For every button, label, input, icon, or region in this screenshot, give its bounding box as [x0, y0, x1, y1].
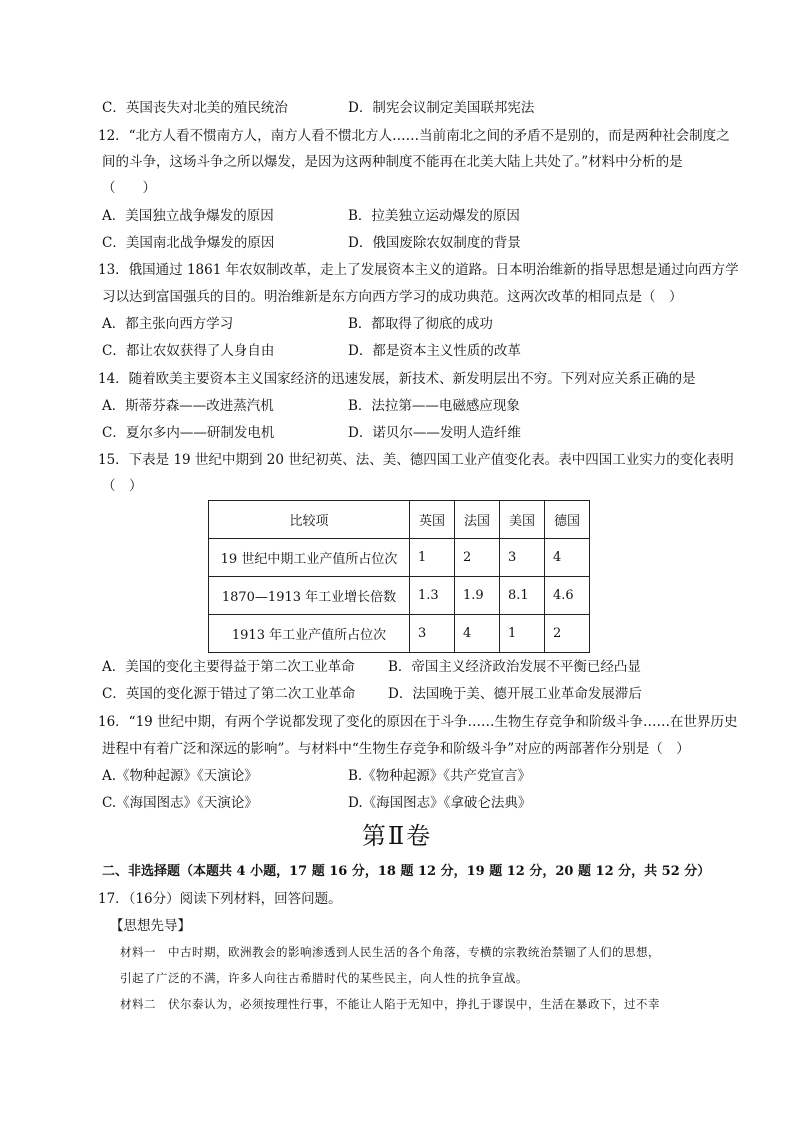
q16-option-c[interactable]: C.《海国图志》《天演论》 — [102, 795, 258, 811]
table-cell: 1 — [410, 539, 455, 577]
q16-options-cd — [102, 793, 722, 813]
table-cell: 1.3 — [410, 577, 455, 615]
table-header-cell: 英国 — [410, 501, 455, 539]
table-row — [209, 577, 590, 615]
q12-answer-blank: （ ） — [102, 180, 156, 196]
q16-stem-line1: 16．“19 世纪中期，有两个学说都发现了变化的原因在于斗争……生物生存竞争和阶级斗争……在世界历史 — [98, 714, 738, 730]
part-two-title: 第Ⅱ卷 — [361, 822, 433, 850]
q16-option-a[interactable]: A.《物种起源》《天演论》 — [102, 768, 258, 784]
q16-options-ab — [102, 766, 722, 786]
q17-material2-line1: 材料二 伏尔泰认为，必须按理性行事，不能让人陷于无知中，挣扎于谬误中，生活在暴政下，过不幸 — [120, 997, 660, 1011]
section-heading: 二、非选择题（本题共 4 小题，17 题 16 分，18 题 12 分，19 题 12 分，20 题 12 分，共 52 分） — [102, 864, 711, 879]
q14-options-cd — [102, 423, 722, 443]
table-cell: 8.1 — [500, 577, 545, 615]
q13-options-cd — [102, 341, 722, 361]
q14-option-c[interactable]: C．夏尔多内——研制发电机 — [102, 425, 275, 441]
q12-option-a[interactable]: A．美国独立战争爆发的原因 — [102, 208, 274, 224]
q13-option-b[interactable]: B．都取得了彻底的成功 — [348, 316, 493, 332]
q16-option-d[interactable]: D.《海国图志》《拿破仑法典》 — [348, 795, 532, 811]
q17-material1-line1: 材料一 中古时期，欧洲教会的影响渗透到人民生活的各个角落，专横的宗教统治禁锢了人们的思想， — [120, 945, 660, 959]
q15-option-b[interactable]: B．帝国主义经济政治发展不平衡已经凸显 — [388, 659, 641, 675]
q13-stem-line1: 13．俄国通过 1861 年农奴制改革，走上了发展资本主义的道路。日本明治维新的指导思想是通过向西方学 — [98, 262, 739, 278]
q12-options-ab — [102, 206, 722, 226]
q15-options-cd — [102, 684, 722, 704]
q13-option-d[interactable]: D．都是资本主义性质的改革 — [348, 343, 521, 359]
q15-option-c[interactable]: C．英国的变化源于错过了第二次工业革命 — [102, 686, 356, 702]
q13-option-a[interactable]: A．都主张向西方学习 — [102, 316, 234, 332]
q13-stem-line2: 习以达到富国强兵的目的。明治维新是东方向西方学习的成功典范。这两次改革的相同点是（ ） — [102, 289, 683, 305]
table-cell: 4 — [455, 615, 500, 653]
q12-option-c[interactable]: C．美国南北战争爆发的原因 — [102, 235, 275, 251]
q11-option-d[interactable]: D．制宪会议制定美国联邦宪法 — [348, 100, 535, 116]
table-header-row — [209, 501, 590, 539]
table-row — [209, 615, 590, 653]
q12-stem-line2: 间的斗争，这场斗争之所以爆发，是因为这两种制度不能再在北美大陆上共处了。”材料中分析的是 — [102, 154, 683, 170]
table-cell: 2 — [455, 539, 500, 577]
table-cell: 4.6 — [545, 577, 590, 615]
q14-options-ab — [102, 396, 722, 416]
q12-option-b[interactable]: B．拉美独立运动爆发的原因 — [348, 208, 520, 224]
q15-option-a[interactable]: A．美国的变化主要得益于第二次工业革命 — [102, 659, 355, 675]
table-cell: 1 — [500, 615, 545, 653]
table-cell: 3 — [500, 539, 545, 577]
q12-option-d[interactable]: D．俄国废除农奴制度的背景 — [348, 235, 521, 251]
q12-stem-line1: 12．“北方人看不惯南方人，南方人看不惯北方人……当前南北之间的矛盾不是别的，而是两种社会制度之 — [98, 128, 730, 144]
q15-option-d[interactable]: D．法国晚于美、德开展工业革命发展滞后 — [388, 686, 642, 702]
q13-option-c[interactable]: C．都让农奴获得了人身自由 — [102, 343, 275, 359]
q14-stem-line1: 14．随着欧美主要资本主义国家经济的迅速发展，新技术、新发明层出不穷。下列对应关系正确的是 — [98, 371, 696, 387]
table-cell: 1.9 — [455, 577, 500, 615]
table-cell: 19 世纪中期工业产值所占位次 — [209, 539, 410, 577]
q16-stem-line2: 进程中有着广泛和深远的影响”。与材料中“生物生存竞争和阶级斗争”对应的两部著作分别是（ ） — [102, 741, 690, 757]
table-cell: 3 — [410, 615, 455, 653]
industry-comparison-table — [208, 500, 590, 653]
q14-option-b[interactable]: B．法拉第——电磁感应现象 — [348, 398, 520, 414]
q16-option-b[interactable]: B.《物种起源》《共产党宣言》 — [348, 768, 531, 784]
q15-stem-line1: 15．下表是 19 世纪中期到 20 世纪初英、法、美、德四国工业产值变化表。表中四国工业实力的变化表明 — [98, 452, 734, 468]
table-cell: 4 — [545, 539, 590, 577]
table-header-cell: 法国 — [455, 501, 500, 539]
q15-answer-blank: （ ） — [102, 478, 143, 494]
q12-options-cd — [102, 233, 722, 253]
q14-option-d[interactable]: D．诺贝尔——发明人造纤维 — [348, 425, 521, 441]
table-cell: 2 — [545, 615, 590, 653]
q17-material1-line2: 引起了广泛的不满，许多人向往古希腊时代的某些民主，向人性的抗争宣战。 — [120, 971, 528, 985]
q15-options-ab — [102, 657, 722, 677]
table-header-cell: 德国 — [545, 501, 590, 539]
table-row — [209, 539, 590, 577]
q11-options-cd — [102, 98, 722, 118]
q11-option-c[interactable]: C．英国丧失对北美的殖民统治 — [102, 100, 288, 116]
table-header-cell: 比较项 — [209, 501, 410, 539]
table-cell: 1913 年工业产值所占位次 — [209, 615, 410, 653]
q17-stem: 17．（16分）阅读下列材料，回答问题。 — [98, 891, 342, 907]
q14-option-a[interactable]: A．斯蒂芬森——改进蒸汽机 — [102, 398, 274, 414]
table-cell: 1870—1913 年工业增长倍数 — [209, 577, 410, 615]
q13-options-ab — [102, 314, 722, 334]
q17-subheading: 【思想先导】 — [110, 918, 191, 934]
table-header-cell: 美国 — [500, 501, 545, 539]
